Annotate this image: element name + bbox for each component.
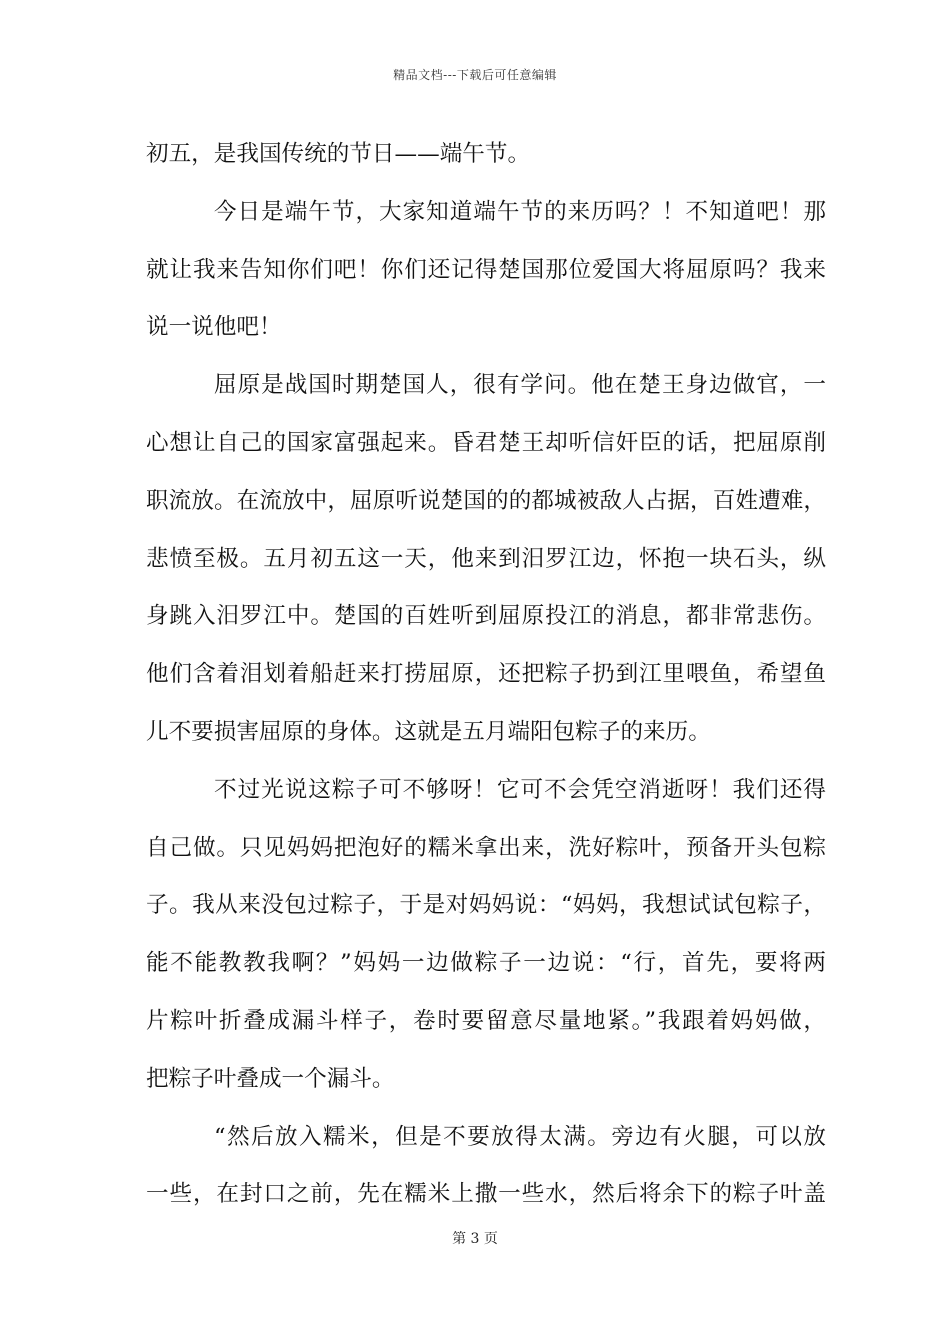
text-line: 一些，在封口之前，先在糯米上撒一些水，然后将余下的粽子叶盖 xyxy=(146,1181,826,1208)
text-line: 子。我从来没包过粽子，于是对妈妈说：“妈妈，我想试试包粽子， xyxy=(146,892,826,919)
text-line: 自己做。只见妈妈把泡好的糯米拿出来，洗好粽叶，预备开头包粽 xyxy=(146,834,826,861)
text-line: 身跳入汨罗江中。楚国的百姓听到屈原投江的消息，都非常悲伤。 xyxy=(146,603,826,630)
text-line: 能不能教教我啊？”妈妈一边做粽子一边说：“行，首先，要将两 xyxy=(146,950,826,977)
text-line: 把粽子叶叠成一个漏斗。 xyxy=(146,1065,395,1092)
text-line: 片粽叶折叠成漏斗样子，卷时要留意尽量地紧。”我跟着妈妈做， xyxy=(146,1007,826,1034)
text-line: 他们含着泪划着船赶来打捞屈原，还把粽子扔到江里喂鱼，希望鱼 xyxy=(146,661,826,688)
page-header: 精品文档---下载后可任意编辑 xyxy=(393,68,557,82)
text-line: 悲愤至极。五月初五这一天，他来到汨罗江边，怀抱一块石头，纵 xyxy=(146,545,826,572)
text-line: 说一说他吧！ xyxy=(146,314,282,341)
document-body xyxy=(146,126,826,1224)
text-line: 职流放。在流放中，屈原听说楚国的的都城被敌人占据，百姓遭难， xyxy=(146,487,826,514)
text-line: 屈原是战国时期楚国人，很有学问。他在楚王身边做官，一 xyxy=(214,372,826,399)
text-line: 儿不要损害屈原的身体。这就是五月端阳包粽子的来历。 xyxy=(146,718,711,745)
text-line: 不过光说这粽子可不够呀！它可不会凭空消逝呀！我们还得 xyxy=(214,776,826,803)
page-number: 第 3 页 xyxy=(452,1231,498,1247)
text-line: 心想让自己的国家富强起来。昏君楚王却听信奸臣的话，把屈原削 xyxy=(146,429,826,456)
text-line: 就让我来告知你们吧！你们还记得楚国那位爱国大将屈原吗？我来 xyxy=(146,256,826,283)
text-line: 初五，是我国传统的节日——端午节。 xyxy=(146,141,531,167)
text-line: “然后放入糯米，但是不要放得太满。旁边有火腿，可以放 xyxy=(214,1123,826,1150)
text-line: 今日是端午节，大家知道端午节的来历吗？！不知道吧！那 xyxy=(214,198,826,225)
